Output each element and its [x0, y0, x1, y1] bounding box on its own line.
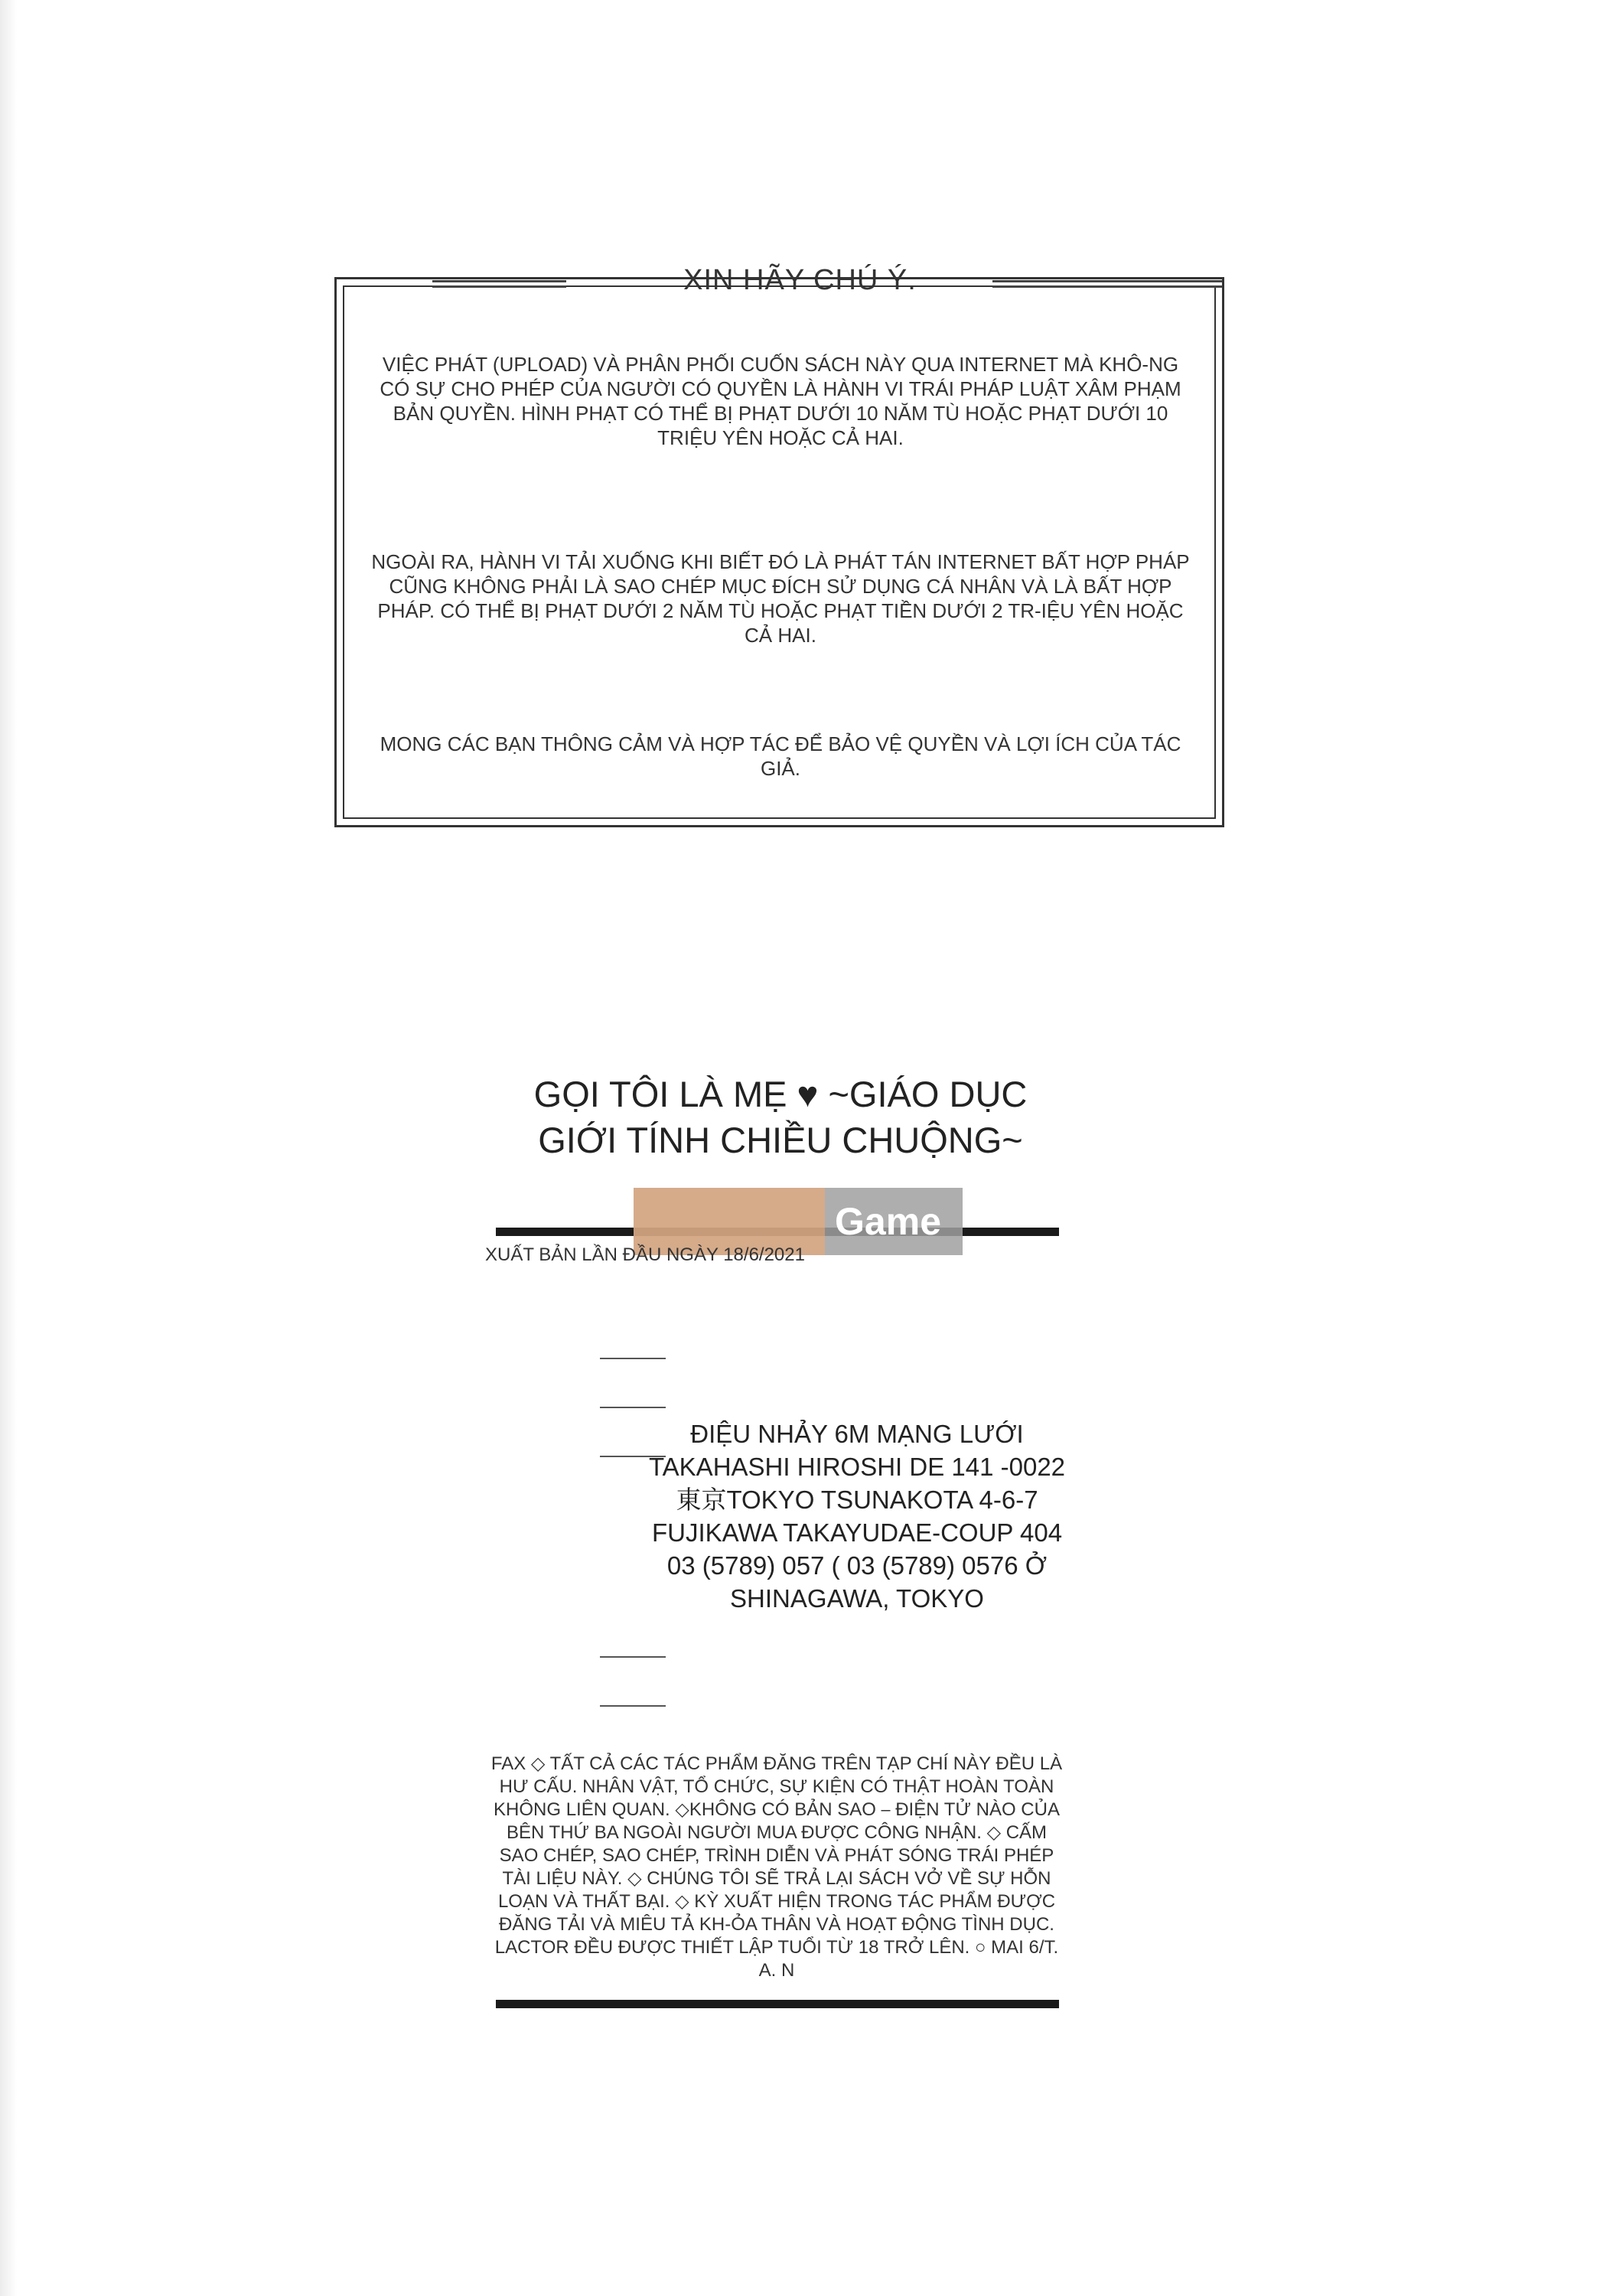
legal-disclaimer: FAX ◇ TẤT CẢ CÁC TÁC PHẨM ĐĂNG TRÊN TẠP CHÍ NÀY ĐỀU LÀ HƯ CẤU. NHÂN VẬT, TỔ CHỨC, SỰ KIỆN CÓ THẬT HOÀN TOÀN KHÔNG LIÊN QUAN. ◇KHÔNG CÓ BẢN SAO ⎯ ĐIỆN TỬ NÀO CỦA BÊN THỨ BA NGOÀI NGƯỜI MUA ĐƯỢC CÔNG NHẬN. ◇ CẤM SAO CHÉP, SAO CHÉP, TRÌNH DIỄN VÀ PHÁT SÓNG TRÁI PHÉP TÀI LIỆU NÀY. ◇ CHÚNG TÔI SẼ TRẢ LẠI SÁCH VỞ VỀ SỰ HỖN LOẠN VÀ THẤT BẠI. ◇ KỲ XUẤT HIỆN TRONG TÁC PHẨM ĐƯỢC ĐĂNG TẢI VÀ MIÊU TẢ KH-ỎA THÂN VÀ HOẠT ĐỘNG TÌNH DỤC. LACTOR ĐỀU ĐƯỢC THIẾT LẬP TUỔI TỪ 18 TRỞ LÊN. ○ MAI 6/T. A. N [490, 1753, 1063, 1981]
book-title-line1: GỌI TÔI LÀ MẸ ♥ ~GIÁO DỤC [533, 1074, 1028, 1114]
publisher-address: ĐIỆU NHẢY 6M MẠNG LƯỚI TAKAHASHI HIROSHI DE 141 -0022 東京TOKYO TSUNAKOTA 4-6-7 FUJIKAWA TAKAYUDAE-COUP 404 03 (5789) 057 ( 03 (5789) 0576 Ở SHINAGAWA, TOKYO [648, 1420, 1066, 1613]
blank-field-line [600, 1407, 666, 1408]
book-title-line2: GIỚI TÍNH CHIỀU CHUỘNG~ [538, 1120, 1023, 1160]
legal-rule-bottom [496, 2000, 1059, 2008]
notice-title: XIN HÃY CHÚ Ý. [683, 264, 917, 296]
blank-field-line [600, 1358, 666, 1359]
book-title [459, 1071, 1102, 1163]
watermark-text: Game [835, 1200, 941, 1243]
notice-paragraph-cooperation: MONG CÁC BẠN THÔNG CẢM VÀ HỢP TÁC ĐỂ BẢO VỆ QUYỀN VÀ LỢI ÍCH CỦA TÁC GIẢ. [380, 732, 1181, 780]
blank-field-line [600, 1656, 666, 1658]
notice-paragraph-upload: VIỆC PHÁT (UPLOAD) VÀ PHÂN PHỐI CUỐN SÁCH NÀY QUA INTERNET MÀ KHÔ-NG CÓ SỰ CHO PHÉP CỦA NGƯỜI CÓ QUYỀN LÀ HÀNH VI TRÁI PHÁP LUẬT XÂM PHẠM BẢN QUYỀN. HÌNH PHẠT CÓ THỂ BỊ PHẠT DƯỚI 10 NĂM TÙ HOẶC PHẠT DƯỚI 10 TRIỆU YÊN HOẶC CẢ HAI. [380, 353, 1181, 449]
blank-field-line [600, 1705, 666, 1707]
publish-date: XUẤT BẢN LẦN ĐẦU NGÀY 18/6/2021 [485, 1244, 805, 1265]
page-left-edge-shadow [0, 0, 17, 2296]
notice-paragraph-download: NGOÀI RA, HÀNH VI TẢI XUỐNG KHI BIẾT ĐÓ LÀ PHÁT TÁN INTERNET BẤT HỢP PHÁP CŨNG KHÔNG PHẢI LÀ SAO CHÉP MỤC ĐÍCH SỬ DỤNG CÁ NHÂN VÀ LÀ BẤT HỢP PHÁP. CÓ THỂ BỊ PHẠT DƯỚI 2 NĂM TÙ HOẶC PHẠT TIỀN DƯỚI 2 TR-IỆU YÊN HOẶC CẢ HAI. [371, 550, 1190, 647]
